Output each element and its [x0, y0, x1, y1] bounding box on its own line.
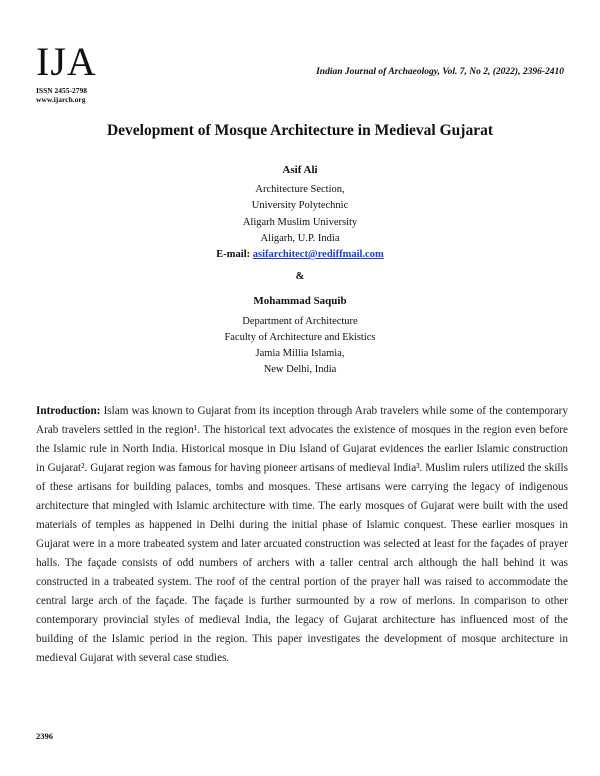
author-block: [0, 162, 600, 378]
author-1-affiliation-line: University Polytechnic: [251, 200, 349, 212]
author-1-affiliation-line: Aligarh Muslim University: [242, 216, 358, 228]
author-2-affiliation-line: Jamia Millia Islamia,: [255, 348, 345, 360]
journal-website: www.ijarch.org: [36, 95, 86, 104]
author-1-email-link[interactable]: asifarchitect@rediffmail.com: [252, 249, 384, 261]
author-2-affiliation-line: Department of Architecture: [242, 315, 358, 327]
journal-logo: IJA: [36, 39, 97, 84]
email-label: E-mail:: [216, 249, 251, 261]
author-1-name: Asif Ali: [282, 164, 318, 176]
paper-title: Development of Mosque Architecture in Medieval Gujarat: [106, 122, 493, 139]
introduction-label: Introduction:: [36, 405, 101, 417]
author-2-name: Mohammad Saquib: [253, 295, 347, 308]
author-2-affiliation-line: New Delhi, India: [263, 364, 337, 376]
author-2-affiliation-line: Faculty of Architecture and Ekistics: [224, 331, 376, 343]
page-number: 2396: [36, 731, 53, 741]
issn-number: ISSN 2455-2798: [36, 86, 88, 95]
author-separator: &: [295, 271, 305, 283]
introduction-paragraph: [36, 402, 568, 668]
introduction-text: Islam was known to Gujarat from its inception through Arab travelers while some of the contemporary Arab travelers settled in the region¹. The historical text advocates the existence of mosques in the region even before the Islamic rule in North India. Historical mosque in Diu Island of Gujarat evidences the earlier Islamic construction in Gujarat². Gujarat region was famous for having pioneer artisans of medieval India³. Muslim rulers utilized the skills of these artisans for building palaces, tombs and mosques. These artisans were carrying the legacy of indigenous architecture that mingled with Islamic architecture with time. The early mosques of Gujarat were built with the used materials of temples as happened in Delhi during the initial phase of Islamic conquest. These earlier mosques in Gujarat were in a more trabeated system and later arcuated construction was selected at least for the façades of prayer halls. The façade consists of odd numbers of archers with a taller central arch although the hall behind it was constructed in a trabeated system. The roof of the central portion of the prayer hall was raised to accommodate the central large arch of the façade. The façade is further surmounted by a row of merlons. In comparison to other contemporary provincial styles of medieval India, the legacy of Gujarat architecture has influenced most of the building of the Islamic period in the region. This paper investigates the development of mosque architecture in medieval Gujarat with several case studies.: [36, 405, 568, 664]
author-1-affiliation-line: Aligarh, U.P. India: [260, 232, 340, 244]
author-1-affiliation-line: Architecture Section,: [255, 184, 345, 196]
journal-citation: Indian Journal of Archaeology, Vol. 7, No 2, (2022), 2396-2410: [316, 67, 564, 77]
author-1-email-line: [0, 247, 600, 263]
